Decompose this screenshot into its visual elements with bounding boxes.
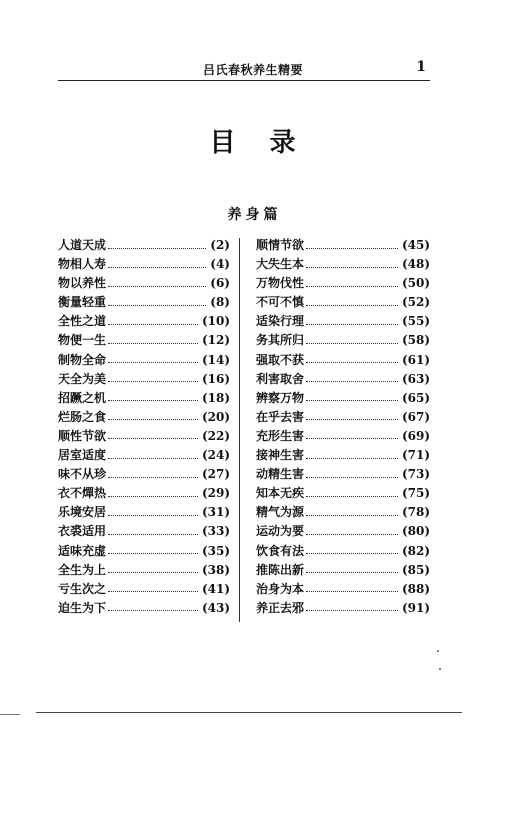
toc-entry-title: 乐境安居: [58, 505, 107, 520]
toc-entry-title: 治身为本: [256, 581, 305, 596]
running-title: 吕氏春秋养生精要: [202, 63, 303, 77]
toc-entry: [58, 580, 230, 599]
toc-entry-page: (52): [401, 295, 430, 310]
toc-entry-page: (6): [210, 276, 230, 291]
toc-entry-title: 顺性节欲: [58, 428, 107, 443]
dot-leader: [306, 418, 398, 420]
toc-entry-title: 辨察万物: [256, 390, 305, 405]
toc-entry: [58, 465, 230, 484]
toc-entry-title: 养正去邪: [256, 600, 305, 615]
toc-right-column: [256, 236, 430, 618]
toc-entry: [256, 561, 430, 580]
toc-entry-title: 味不从珍: [58, 467, 107, 482]
toc-entry-title: 精气为源: [256, 505, 305, 520]
toc-entry-page: (4): [210, 257, 230, 272]
toc-entry-title: 万物伐性: [256, 276, 305, 291]
toc-entry: [256, 312, 430, 331]
toc-entry: [256, 389, 430, 408]
toc-entry: [58, 370, 230, 389]
toc-entry-title: 饮食有法: [256, 543, 305, 558]
dot-leader: [108, 266, 206, 268]
toc-entry-title: 亏生次之: [58, 581, 107, 596]
dot-leader: [306, 476, 398, 478]
toc-entry-page: (71): [401, 448, 430, 463]
toc-entry: [256, 542, 430, 561]
toc-entry: [58, 503, 230, 522]
toc-entry: [256, 331, 430, 350]
toc-entry-page: (82): [401, 543, 430, 558]
dot-leader: [108, 590, 198, 592]
toc-entry-title: 居室适度: [58, 448, 107, 463]
toc-entry: [256, 370, 430, 389]
toc-entry-page: (75): [401, 486, 430, 501]
toc-entry-page: (67): [401, 409, 430, 424]
toc-entry-page: (24): [201, 448, 230, 463]
dot-leader: [108, 533, 198, 535]
scan-speck: [437, 650, 439, 652]
dot-leader: [306, 457, 398, 459]
toc-entry-title: 迫生为下: [58, 600, 107, 615]
toc-entry-page: (38): [201, 562, 230, 577]
column-divider: [239, 238, 240, 622]
toc-entry-page: (50): [401, 276, 430, 291]
toc-entry-page: (91): [401, 600, 430, 615]
toc-entry: [58, 293, 230, 312]
toc-entry: [256, 427, 430, 446]
toc-entry: [58, 542, 230, 561]
dot-leader: [306, 437, 398, 439]
toc-entry-page: (88): [401, 581, 430, 596]
toc-entry-title: 烂肠之食: [58, 409, 107, 424]
toc-entry-title: 物以养性: [58, 276, 107, 291]
toc-entry-title: 制物全命: [58, 352, 107, 367]
toc-entry: [58, 522, 230, 541]
dot-leader: [108, 571, 198, 573]
toc-entry: [256, 236, 430, 255]
dot-leader: [306, 323, 398, 325]
toc-entry-title: 强取不获: [256, 352, 305, 367]
dot-leader: [108, 437, 198, 439]
dot-leader: [108, 285, 206, 287]
toc-entry-title: 物相人寿: [58, 257, 107, 272]
toc-title: 目录: [209, 128, 330, 158]
toc-entry-title: 物便一生: [58, 333, 107, 348]
toc-entry-page: (48): [401, 257, 430, 272]
toc-entry-page: (85): [401, 562, 430, 577]
dot-leader: [108, 361, 198, 363]
toc-entry-page: (20): [201, 409, 230, 424]
toc-entry-page: (33): [201, 524, 230, 539]
toc-entry: [58, 427, 230, 446]
toc-entry: [256, 580, 430, 599]
toc-entry-title: 人道天成: [58, 238, 107, 252]
bottom-rule-left-fragment: [0, 714, 20, 715]
toc-entry: [58, 331, 230, 350]
toc-entry-page: (61): [401, 352, 430, 367]
scan-speck: [439, 668, 441, 670]
dot-leader: [306, 590, 398, 592]
dot-leader: [306, 380, 398, 382]
toc-entry-page: (80): [401, 524, 430, 539]
toc-entry-page: (58): [401, 333, 430, 348]
toc-entry-page: (12): [201, 333, 230, 348]
toc-entry-page: (18): [201, 390, 230, 405]
running-header: [58, 57, 448, 79]
dot-leader: [306, 609, 398, 611]
toc-entry-page: (2): [210, 238, 230, 252]
toc-entry: [58, 561, 230, 580]
page-number: 1: [416, 59, 426, 75]
dot-leader: [306, 552, 398, 554]
toc-entry-page: (27): [201, 467, 230, 482]
toc-entry-title: 在乎去害: [256, 409, 305, 424]
toc-entry: [256, 503, 430, 522]
toc-entry-title: 推陈出新: [256, 562, 305, 577]
toc-entry-page: (63): [401, 371, 430, 386]
toc-entry-title: 接神生害: [256, 448, 305, 463]
dot-leader: [306, 247, 398, 249]
toc-entry-page: (14): [201, 352, 230, 367]
dot-leader: [108, 552, 198, 554]
toc-entry-page: (55): [401, 314, 430, 329]
toc-entry-title: 全生为上: [58, 562, 107, 577]
toc-entry: [256, 293, 430, 312]
toc-entry: [58, 255, 230, 274]
toc-entry: [256, 599, 430, 618]
dot-leader: [306, 495, 398, 497]
dot-leader: [108, 476, 198, 478]
toc-entry-page: (31): [201, 505, 230, 520]
toc-entry: [58, 599, 230, 618]
dot-leader: [108, 609, 198, 611]
toc-entry-page: (29): [201, 486, 230, 501]
toc-entry-page: (65): [401, 390, 430, 405]
toc-entry-title: 衣不燀热: [58, 486, 107, 501]
dot-leader: [306, 361, 398, 363]
toc-entry-title: 天全为美: [58, 371, 107, 386]
toc-entry-title: 务其所归: [256, 333, 305, 348]
toc-entry: [58, 408, 230, 427]
section-title: 养身篇: [227, 207, 282, 223]
toc-entry-title: 不可不慎: [256, 295, 305, 310]
dot-leader: [108, 399, 198, 401]
dot-leader: [108, 418, 198, 420]
toc-entry-page: (73): [401, 467, 430, 482]
toc-entry: [58, 484, 230, 503]
toc-entry-title: 充形生害: [256, 428, 305, 443]
toc-entry: [256, 446, 430, 465]
toc-entry: [256, 408, 430, 427]
toc-entry-page: (10): [201, 314, 230, 329]
toc-entry: [58, 236, 230, 255]
dot-leader: [108, 380, 198, 382]
dot-leader: [108, 457, 198, 459]
toc-entry: [256, 465, 430, 484]
toc-entry-title: 动精生害: [256, 467, 305, 482]
toc-entry-page: (35): [201, 543, 230, 558]
toc-entry-page: (78): [401, 505, 430, 520]
dot-leader: [306, 533, 398, 535]
dot-leader: [306, 571, 398, 573]
header-rule: [58, 80, 430, 81]
dot-leader: [306, 399, 398, 401]
toc-entry-page: (8): [210, 295, 230, 310]
dot-leader: [306, 342, 398, 344]
dot-leader: [108, 495, 198, 497]
bottom-rule: [36, 712, 462, 713]
dot-leader: [306, 266, 398, 268]
toc-entry: [58, 274, 230, 293]
toc-entry-page: (16): [201, 371, 230, 386]
toc-entry-page: (69): [401, 428, 430, 443]
toc-entry-page: (22): [201, 428, 230, 443]
toc-entry-title: 全性之道: [58, 314, 107, 329]
dot-leader: [108, 323, 198, 325]
toc-entry-title: 衣裘适用: [58, 524, 107, 539]
toc-entry-title: 大失生本: [256, 257, 305, 272]
toc-entry: [58, 312, 230, 331]
toc-entry-page: (43): [201, 600, 230, 615]
toc-entry-title: 适染行理: [256, 314, 305, 329]
toc-entry-page: (41): [201, 581, 230, 596]
toc-entry-title: 衡量轻重: [58, 295, 107, 310]
toc-entry: [58, 351, 230, 370]
toc-entry-title: 顺情节欲: [256, 238, 305, 252]
dot-leader: [108, 342, 198, 344]
toc-entry-title: 利害取舍: [256, 371, 305, 386]
toc-entry-title: 运动为要: [256, 524, 305, 539]
toc-entry: [58, 389, 230, 408]
dot-leader: [108, 247, 206, 249]
toc-entry-title: 招蹶之机: [58, 390, 107, 405]
dot-leader: [306, 285, 398, 287]
toc-entry: [256, 522, 430, 541]
toc-left-column: [58, 236, 230, 618]
toc-entry-title: 适味充虚: [58, 543, 107, 558]
dot-leader: [108, 514, 198, 516]
toc-entry: [58, 446, 230, 465]
toc-entry: [256, 484, 430, 503]
dot-leader: [306, 304, 398, 306]
dot-leader: [306, 514, 398, 516]
dot-leader: [108, 304, 206, 306]
toc-entry: [256, 351, 430, 370]
toc-entry-title: 知本无疾: [256, 486, 305, 501]
toc-entry: [256, 255, 430, 274]
toc-entry-page: (45): [401, 238, 430, 252]
toc-entry: [256, 274, 430, 293]
